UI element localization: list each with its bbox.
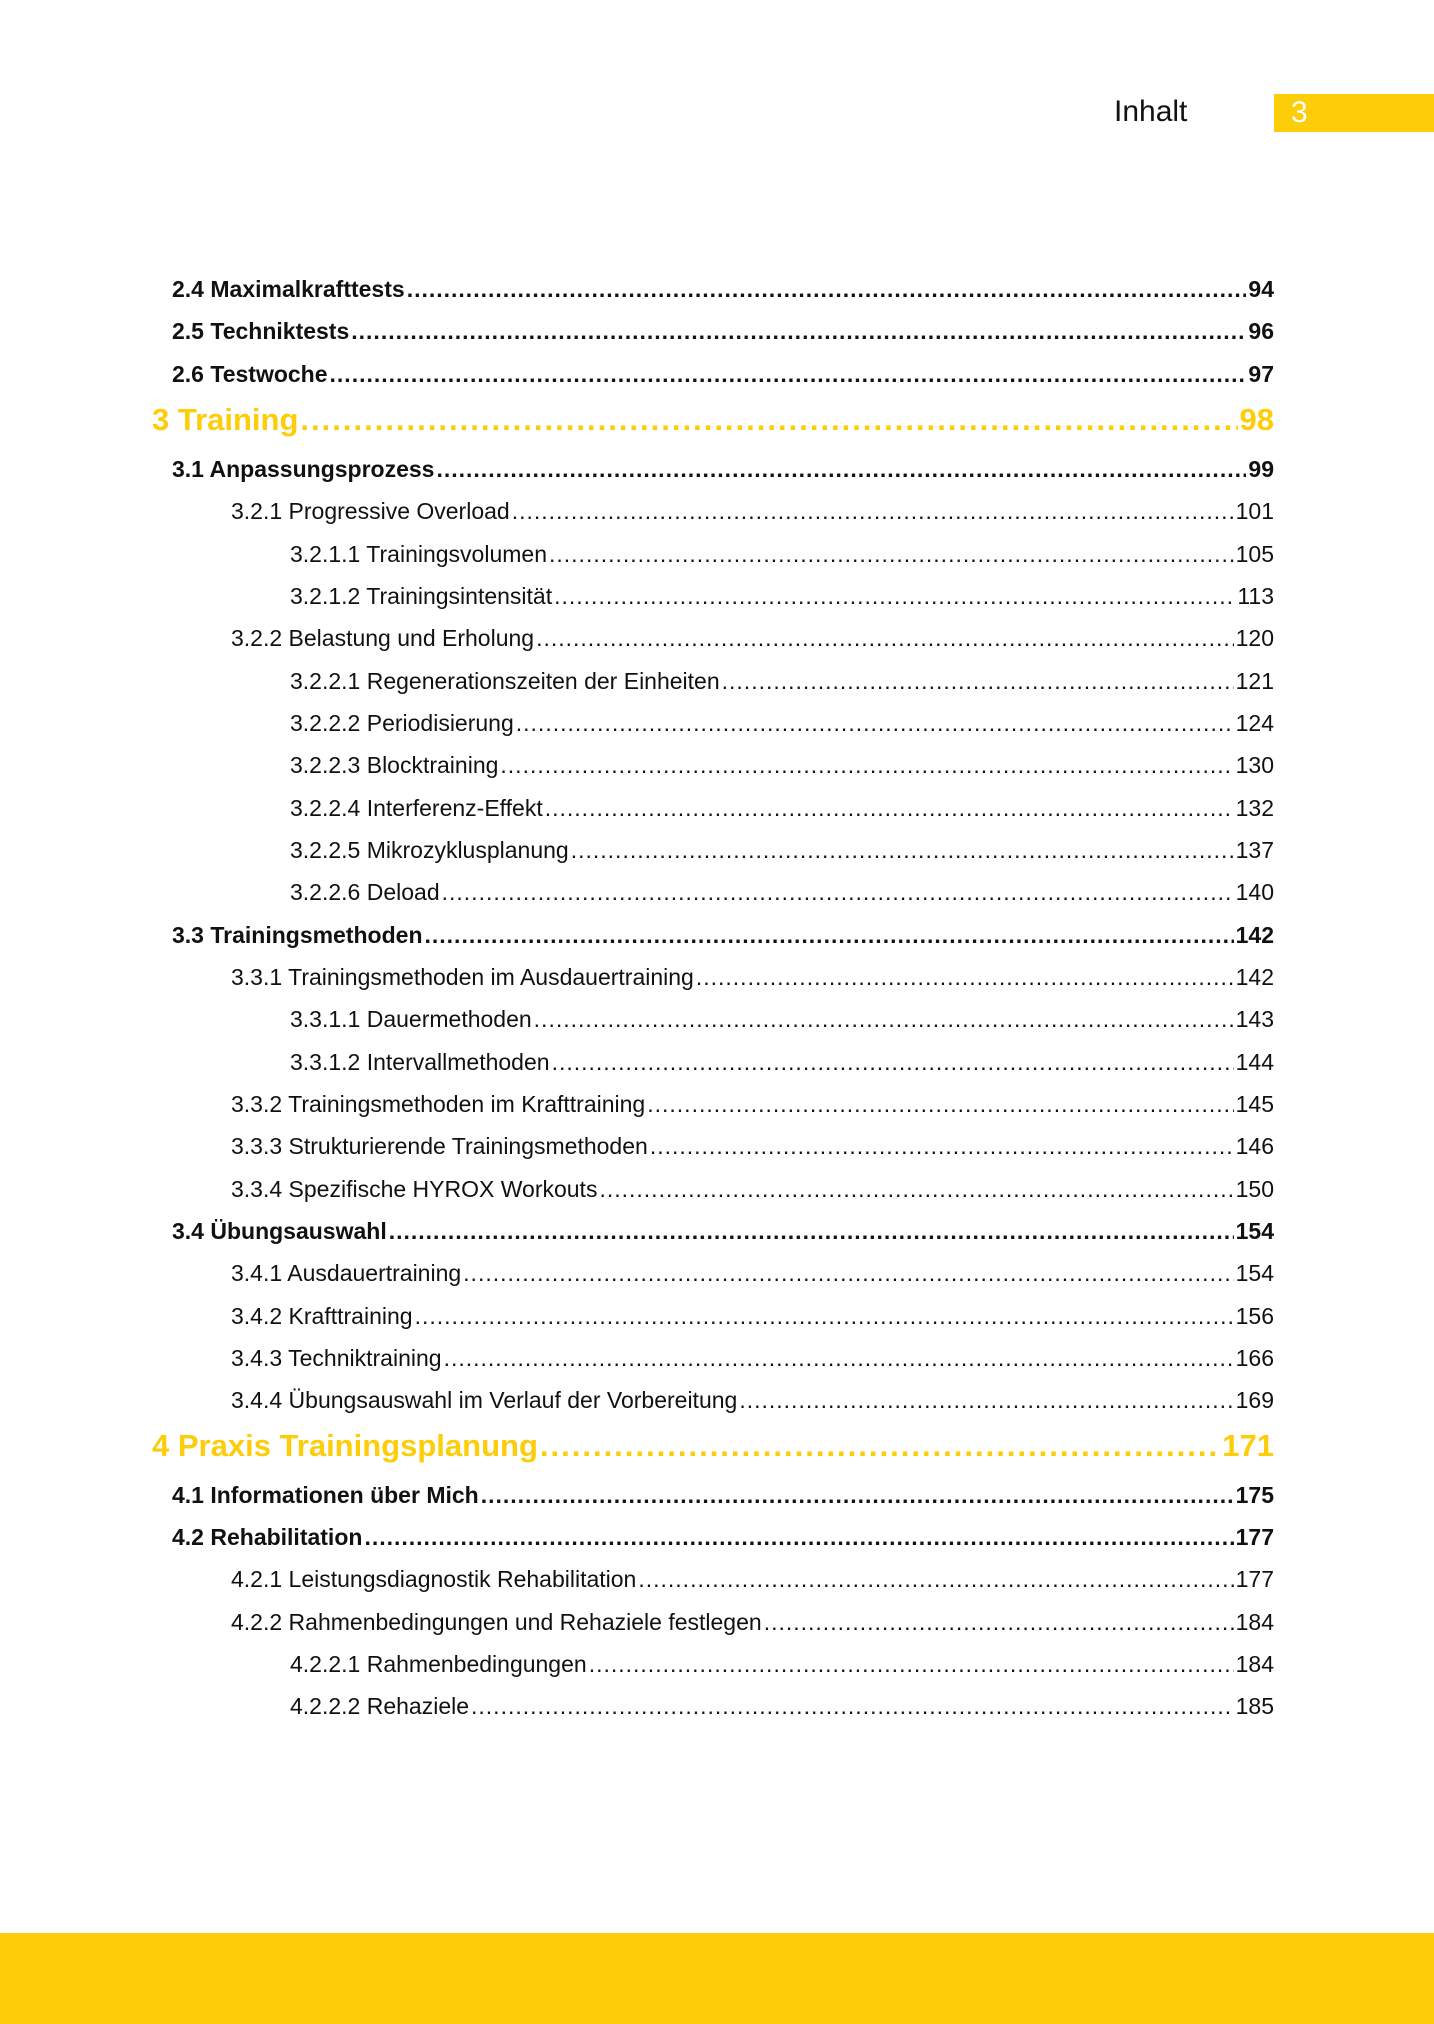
toc-entry-page: 184 (1235, 1609, 1274, 1635)
toc-dot-leader (589, 1651, 1234, 1678)
toc-entry-page: 101 (1235, 498, 1274, 524)
toc-entry-label: 4.2.2 Rahmenbedingungen und Rehaziele festlegen (231, 1609, 762, 1635)
toc-dot-leader (436, 456, 1246, 483)
toc-dot-leader (545, 795, 1234, 822)
toc-entry-page: 175 (1235, 1482, 1274, 1508)
toc-dot-leader (764, 1609, 1234, 1636)
toc-entry-label: 3.3.1 Trainingsmethoden im Ausdauertraining (231, 964, 694, 990)
footer-accent-band (0, 1933, 1434, 2024)
toc-entry-label: 3.2.1.1 Trainingsvolumen (290, 541, 547, 567)
toc-dot-leader (364, 1524, 1233, 1551)
toc-entry-page: 137 (1235, 837, 1274, 863)
toc-dot-leader (638, 1566, 1233, 1593)
toc-entry-label: 3.3.2 Trainingsmethoden im Krafttraining (231, 1091, 646, 1117)
toc-entry-label: 3.2.2.1 Regenerationszeiten der Einheiten (290, 668, 720, 694)
toc-entry-label: 3.2.1.2 Trainingsintensität (290, 583, 553, 609)
toc-entry-page: 98 (1239, 402, 1274, 437)
toc-dot-leader (444, 1345, 1234, 1372)
toc-entry-subsection[interactable] (231, 498, 1274, 525)
toc-dot-leader (516, 710, 1234, 737)
toc-dot-leader (425, 922, 1234, 949)
toc-entry-page: 140 (1235, 879, 1274, 905)
toc-entry-chapter[interactable] (152, 402, 1274, 438)
toc-entry-label: 3 Training (152, 402, 299, 437)
toc-dot-leader (571, 837, 1234, 864)
toc-entry-section[interactable] (172, 318, 1274, 345)
toc-entry-page: 142 (1235, 922, 1274, 948)
toc-entry-page: 130 (1235, 752, 1274, 778)
toc-entry-page: 169 (1235, 1387, 1274, 1413)
toc-dot-leader (534, 1006, 1234, 1033)
toc-entry-page: 144 (1235, 1049, 1274, 1075)
toc-dot-leader (330, 361, 1247, 388)
toc-dot-leader (463, 1260, 1233, 1287)
toc-entry-subsection[interactable] (231, 1387, 1274, 1414)
toc-entry-subsubsection[interactable] (290, 795, 1274, 822)
toc-entry-subsection[interactable] (231, 1303, 1274, 1330)
toc-entry-subsection[interactable] (231, 1566, 1274, 1593)
toc-entry-label: 3.2.2 Belastung und Erholung (231, 625, 535, 651)
toc-dot-leader (442, 879, 1234, 906)
toc-dot-leader (599, 1176, 1233, 1203)
toc-entry-page: 177 (1235, 1524, 1274, 1550)
toc-dot-leader (512, 498, 1234, 525)
toc-entry-page: 120 (1235, 625, 1274, 651)
toc-entry-page: 143 (1235, 1006, 1274, 1032)
toc-entry-label: 3.3.4 Spezifische HYROX Workouts (231, 1176, 598, 1202)
toc-dot-leader (407, 276, 1247, 303)
toc-entry-subsubsection[interactable] (290, 1651, 1274, 1678)
toc-entry-section[interactable] (172, 276, 1274, 303)
toc-entry-label: 3.4.1 Ausdauertraining (231, 1260, 462, 1286)
toc-entry-subsection[interactable] (231, 1133, 1274, 1160)
toc-dot-leader (389, 1218, 1234, 1245)
toc-entry-page: 154 (1235, 1260, 1274, 1286)
toc-entry-section[interactable] (172, 1482, 1274, 1509)
toc-entry-label: 2.4 Maximalkrafttests (172, 276, 405, 302)
toc-entry-label: 2.6 Testwoche (172, 361, 328, 387)
toc-entry-label: 4.1 Informationen über Mich (172, 1482, 479, 1508)
toc-entry-subsubsection[interactable] (290, 879, 1274, 906)
toc-entry-label: 3.4.4 Übungsauswahl im Verlauf der Vorbereitung (231, 1387, 738, 1413)
toc-entry-section[interactable] (172, 456, 1274, 483)
toc-entry-label: 4.2 Rehabilitation (172, 1524, 363, 1550)
toc-dot-leader (500, 752, 1233, 779)
toc-entry-subsubsection[interactable] (290, 752, 1274, 779)
toc-entry-page: 121 (1235, 668, 1274, 694)
toc-dot-leader (536, 625, 1234, 652)
toc-entry-page: 113 (1237, 583, 1274, 609)
toc-entry-section[interactable] (172, 1524, 1274, 1551)
toc-dot-leader (549, 541, 1234, 568)
toc-entry-chapter[interactable] (152, 1428, 1274, 1464)
toc-entry-subsection[interactable] (231, 1609, 1274, 1636)
toc-entry-subsection[interactable] (231, 1260, 1274, 1287)
toc-entry-page: 171 (1222, 1428, 1274, 1463)
toc-entry-page: 132 (1235, 795, 1274, 821)
toc-entry-label: 3.2.2.5 Mikrozyklusplanung (290, 837, 569, 863)
toc-entry-label: 3.3.3 Strukturierende Trainingsmethoden (231, 1133, 648, 1159)
toc-entry-page: 185 (1235, 1693, 1274, 1719)
toc-entry-label: 4.2.1 Leistungsdiagnostik Rehabilitation (231, 1566, 637, 1592)
toc-entry-page: 146 (1235, 1133, 1274, 1159)
toc-entry-page: 154 (1235, 1218, 1274, 1244)
toc-entry-page: 142 (1235, 964, 1274, 990)
toc-dot-leader (471, 1693, 1234, 1720)
toc-dot-leader (351, 318, 1246, 345)
toc-entry-page: 97 (1248, 361, 1274, 387)
toc-entry-subsubsection[interactable] (290, 1049, 1274, 1076)
toc-entry-label: 3.4.3 Techniktraining (231, 1345, 442, 1371)
toc-entry-subsection[interactable] (231, 964, 1274, 991)
toc-entry-label: 3.2.2.2 Periodisierung (290, 710, 514, 736)
toc-entry-label: 3.3 Trainingsmethoden (172, 922, 423, 948)
toc-entry-subsubsection[interactable] (290, 668, 1274, 695)
toc-entry-subsubsection[interactable] (290, 710, 1274, 737)
toc-dot-leader (540, 1428, 1220, 1464)
toc-entry-label: 4.2.2.1 Rahmenbedingungen (290, 1651, 587, 1677)
toc-entry-subsubsection[interactable] (290, 837, 1274, 864)
toc-entry-label: 4.2.2.2 Rehaziele (290, 1693, 470, 1719)
toc-entry-label: 3.1 Anpassungsprozess (172, 456, 435, 482)
toc-dot-leader (481, 1482, 1234, 1509)
toc-entry-label: 3.2.2.4 Interferenz-Effekt (290, 795, 543, 821)
toc-entry-page: 96 (1248, 318, 1274, 344)
toc-entry-subsection[interactable] (231, 1345, 1274, 1372)
toc-entry-page: 124 (1235, 710, 1274, 736)
toc-entry-label: 2.5 Techniktests (172, 318, 350, 344)
toc-entry-page: 99 (1248, 456, 1274, 482)
toc-entry-label: 4 Praxis Trainingsplanung (152, 1428, 538, 1463)
toc-dot-leader (647, 1091, 1233, 1118)
toc-entry-page: 94 (1248, 276, 1274, 302)
toc-entry-subsubsection[interactable] (290, 1006, 1274, 1033)
toc-entry-subsubsection[interactable] (290, 583, 1274, 610)
toc-entry-subsubsection[interactable] (290, 1693, 1274, 1720)
toc-dot-leader (300, 402, 1237, 438)
toc-dot-leader (650, 1133, 1234, 1160)
header-title: Inhalt (1114, 95, 1188, 128)
toc-entry-label: 3.3.1.2 Intervallmethoden (290, 1049, 550, 1075)
toc-entry-page: 177 (1235, 1566, 1274, 1592)
toc-dot-leader (415, 1303, 1234, 1330)
toc-entry-subsection[interactable] (231, 625, 1274, 652)
toc-entry-label: 3.2.2.6 Deload (290, 879, 440, 905)
toc-entry-section[interactable] (172, 922, 1274, 949)
toc-entry-page: 105 (1235, 541, 1274, 567)
toc-entry-page: 145 (1235, 1091, 1274, 1117)
toc-entry-label: 3.2.1 Progressive Overload (231, 498, 510, 524)
toc-entry-subsubsection[interactable] (290, 541, 1274, 568)
toc-entry-section[interactable] (172, 361, 1274, 388)
toc-entry-section[interactable] (172, 1218, 1274, 1245)
toc-entry-page: 150 (1235, 1176, 1274, 1202)
toc-entry-page: 184 (1235, 1651, 1274, 1677)
toc-entry-subsection[interactable] (231, 1176, 1274, 1203)
toc-entry-label: 3.4 Übungsauswahl (172, 1218, 387, 1244)
toc-dot-leader (554, 583, 1235, 610)
page-number-badge: 3 (1274, 94, 1434, 132)
toc-dot-leader (552, 1049, 1234, 1076)
toc-entry-label: 3.4.2 Krafttraining (231, 1303, 413, 1329)
toc-entry-subsection[interactable] (231, 1091, 1274, 1118)
toc-entry-page: 156 (1235, 1303, 1274, 1329)
toc-entry-label: 3.3.1.1 Dauermethoden (290, 1006, 532, 1032)
toc-dot-leader (739, 1387, 1233, 1414)
toc-dot-leader (722, 668, 1234, 695)
toc-entry-page: 166 (1235, 1345, 1274, 1371)
toc-entry-label: 3.2.2.3 Blocktraining (290, 752, 499, 778)
toc-dot-leader (696, 964, 1234, 991)
